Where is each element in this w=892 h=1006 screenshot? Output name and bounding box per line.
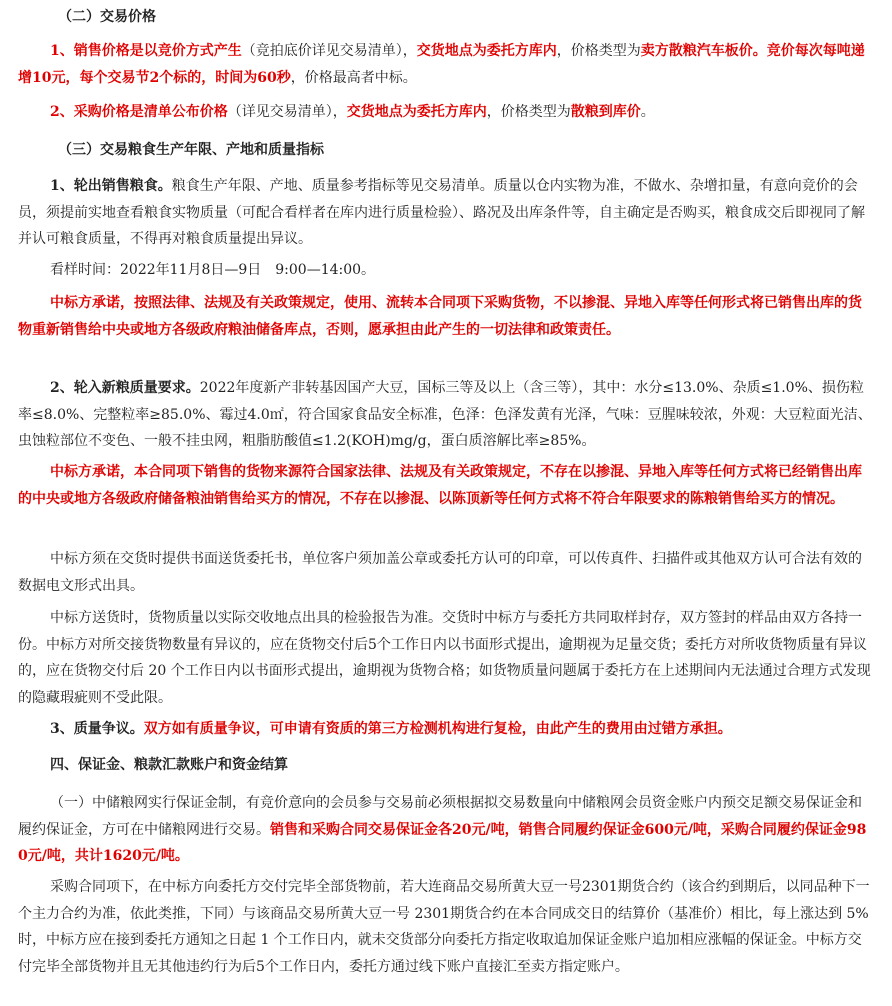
paragraph-bidder-commitment-1: 中标方承诺，按照法律、法规及有关政策规定，使用、流转本合同项下采购货物，不以掺混、异地入库等任何形式将已销售出库的货物重新销售给中央或地方各级政府粮油储备库点，否则，愿承担由此产生的一切法律和政策责任。 bbox=[18, 295, 862, 338]
plain-text: 粮食生产年限、产地、质量参考指标等见交易清单。质量以仓内实物为准，不做水、杂增扣量，有意向竞价的会员，须提前实地查看粮食实物质量（可配合看样者在库内进行质量检验）、路况及出库条件等，自主确定是否购买，粮食成交后即视同了解并认可粮食质量，不得再对粮食质量提出异议。 bbox=[18, 178, 865, 247]
bold-text: 3、质量争议。 bbox=[50, 721, 144, 737]
paragraph-margin-call: 采购合同项下，在中标方向委托方交付完毕全部货物前，若大连商品交易所黄大豆一号2301期货合约（该合约到期后，以同品种下一个主力合约为准，依此类推，下同）与该商品交易所黄大豆一号 2301期货合约在本合同成交日的结算价（基准价）相比，每上涨达到 5%时，中标方应在接到委托方通知之日起 1 个工作日内，就未交货部分向委托方指定收取追加保证金账户追加相应涨幅的保证金。中标方交付完毕全部货物并且无其他违约行为后5个工作日内，委托方通过线下账户直接汇至卖方指定账户。 bbox=[18, 879, 870, 975]
plain-text: （一）中储粮网实行保证金制，有竞价意向的会员参与交易前必须根据拟交易数量向中储粮网会员资金账户内预交足额交易保证金和履约保证金，方可在中储粮网进行交易。 bbox=[18, 795, 862, 838]
plain-text: ，价格类型为 bbox=[486, 104, 571, 120]
plain-text: ，价格类型为 bbox=[556, 43, 641, 59]
plain-text: ，价格最高者中标。 bbox=[290, 69, 417, 86]
red-text: 1、销售价格是以竞价方式产生 bbox=[50, 43, 242, 59]
paragraph-inspection-time: 看样时间：2022年11月8日—9日 9:00—14:00。 bbox=[50, 262, 376, 278]
paragraph-delivery-authorization: 中标方须在交货时提供书面送货委托书，单位客户须加盖公章或委托方认可的印章，可以传真件、扫描件或其他双方认可合法有效的数据电文形式出具。 bbox=[18, 551, 862, 594]
section-2-heading: （二）交易价格 bbox=[58, 9, 156, 25]
red-text: 2、采购价格是清单公布价格 bbox=[50, 104, 228, 120]
red-text: 散粮到库价 bbox=[570, 104, 641, 120]
section-3-heading: （三）交易粮食生产年限、产地和质量指标 bbox=[58, 142, 324, 158]
plain-text: （详见交易清单）， bbox=[227, 104, 347, 120]
red-text: 卖方散粮汽车板价。竞价每次每吨递增10元，每个交易节2个标的，时间为60秒 bbox=[18, 43, 865, 86]
plain-text: 。 bbox=[640, 104, 655, 120]
red-text: 交货地点为委托方库内 bbox=[346, 104, 487, 120]
plain-text: （竞拍底价详见交易清单）， bbox=[241, 43, 417, 59]
red-text: 销售和采购合同交易保证金各20元/吨，销售合同履约保证金600元/吨，采购合同履约保证金980元/吨，共计1620元/吨。 bbox=[18, 821, 867, 864]
paragraph-quality-dispute bbox=[18, 716, 874, 743]
paragraph-bidder-commitment-2: 中标方承诺，本合同项下销售的货物来源符合国家法律、法规及有关政策规定，不存在以掺混、异地入库等任何方式将已经销售出库的中央或地方各级政府储备粮油销售给买方的情况，不存在以掺混、以陈顶新等任何方式将不符合年限要求的陈粮销售给买方的情况。 bbox=[18, 464, 862, 507]
paragraph-inbound-quality bbox=[18, 375, 874, 455]
paragraph-quality-inspection: 中标方送货时，货物质量以实际交收地点出具的检验报告为准。交货时中标方与委托方共同取样封存，双方签封的样品由双方各持一份。中标方对所交接货物数量有异议的，应在货物交付后5个工作日内以书面形式提出，逾期视为足量交货；委托方对所收货物质量有异议的，应在货物交付后 20 个工作日内以书面形式提出，逾期视为货物合格；如货物质量问题属于委托方在上述期间内无法通过合理方式发现的隐藏瑕疵则不受此限。 bbox=[18, 610, 871, 706]
red-text: 双方如有质量争议，可申请有资质的第三方检测机构进行复检，由此产生的费用由过错方承担。 bbox=[143, 721, 732, 737]
paragraph-purchase-price bbox=[18, 99, 874, 126]
bold-text: 1、轮出销售粮食。 bbox=[50, 178, 172, 194]
section-4-heading: 四、保证金、粮款汇款账户和资金结算 bbox=[50, 757, 288, 773]
paragraph-outbound-grain bbox=[18, 173, 874, 253]
bold-text: 2、轮入新粮质量要求。 bbox=[50, 380, 200, 396]
plain-text: 2022年度新产非转基因国产大豆，国标三等及以上（含三等），其中：水分≤13.0%、杂质≤1.0%、损伤粒率≤8.0%、完整粒率≥85.0%、霉过4.0㎡，符合国家食品安全标准，色泽：色泽发黄有光泽，气味：豆腥味较浓，外观：大豆粒面光洁、虫蚀粒部位不变色、一般不挂虫网，粗脂肪酸值≤1.2(KOH)mg/g，蛋白质溶解比率≥85%。 bbox=[18, 380, 872, 449]
paragraph-sale-price bbox=[18, 38, 874, 91]
paragraph-deposit bbox=[18, 790, 874, 870]
red-text: 交货地点为委托方库内 bbox=[416, 43, 557, 59]
